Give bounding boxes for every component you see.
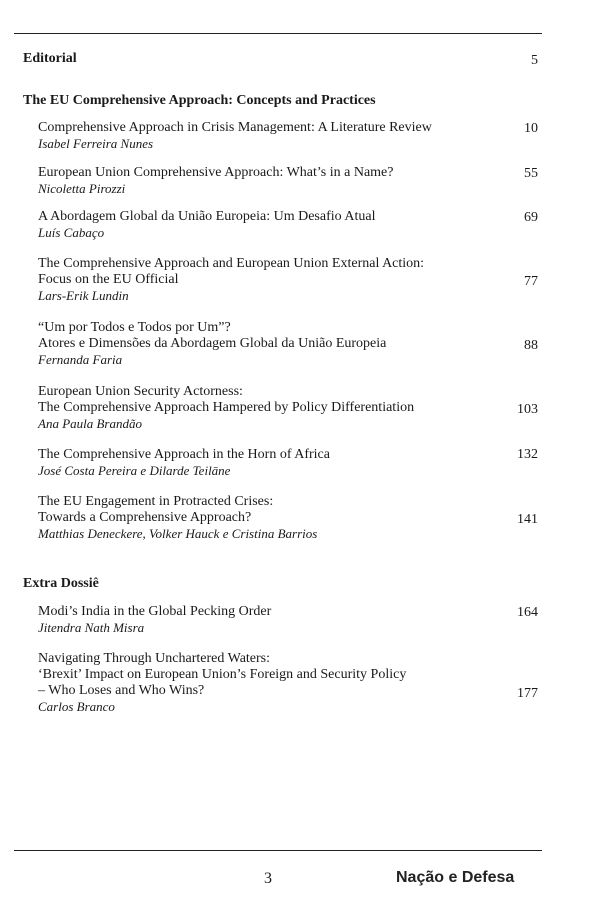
- entry-author: Ana Paula Brandão: [38, 416, 142, 431]
- toc-entry[interactable]: [38, 120, 478, 152]
- entry-title-line: ‘Brexit’ Impact on European Union’s Foreign and Security Policy: [38, 667, 407, 682]
- toc-entry[interactable]: [38, 256, 478, 304]
- entry-title-line: “Um por Todos e Todos por Um”?: [38, 320, 231, 335]
- entry-title-line: Towards a Comprehensive Approach?: [38, 510, 252, 525]
- toc-entry[interactable]: [38, 651, 488, 715]
- entry-author: Matthias Deneckere, Volker Hauck e Cristina Barrios: [38, 526, 318, 541]
- entry-title-line: Comprehensive Approach in Crisis Management: A Literature Review: [38, 120, 432, 135]
- entry-author: Fernanda Faria: [38, 352, 123, 367]
- entry-title-line: Modi’s India in the Global Pecking Order: [38, 604, 272, 619]
- toc-entry[interactable]: [38, 320, 478, 368]
- entry-title-line: The EU Engagement in Protracted Crises:: [38, 494, 274, 509]
- entry-title-line: Navigating Through Unchartered Waters:: [38, 651, 271, 666]
- page-number: 3: [264, 870, 272, 887]
- entry-page: 10: [524, 121, 538, 136]
- entry-author: Carlos Branco: [38, 699, 115, 714]
- entry-author: Isabel Ferreira Nunes: [38, 136, 154, 151]
- toc-entry[interactable]: [38, 165, 478, 197]
- toc-entry[interactable]: [38, 447, 478, 479]
- entry-author: Lars-Erik Lundin: [38, 288, 129, 303]
- editorial-page: 5: [531, 53, 538, 68]
- toc-entry[interactable]: [38, 604, 478, 636]
- entry-page: 103: [517, 402, 538, 417]
- entry-author: Nicoletta Pirozzi: [38, 181, 126, 196]
- entry-page: 177: [517, 686, 538, 701]
- section2-title: Extra Dossiê: [23, 576, 99, 591]
- entry-title-line: The Comprehensive Approach and European Union External Action:: [38, 256, 425, 271]
- toc-entry[interactable]: [38, 384, 478, 432]
- entry-title-line: The Comprehensive Approach Hampered by Policy Differentiation: [38, 400, 415, 415]
- entry-page: 77: [524, 274, 538, 289]
- editorial-title: Editorial: [23, 51, 77, 66]
- entry-title-line: European Union Security Actorness:: [38, 384, 243, 399]
- entry-page: 88: [524, 338, 538, 353]
- entry-page: 69: [524, 210, 538, 225]
- entry-author: José Costa Pereira e Dilarde Teilāne: [38, 463, 231, 478]
- entry-page: 141: [517, 512, 538, 527]
- entry-author: Luís Cabaço: [38, 225, 105, 240]
- entry-author: Jitendra Nath Misra: [38, 620, 145, 635]
- entry-page: 55: [524, 166, 538, 181]
- entry-page: 132: [517, 447, 538, 462]
- journal-name: Nação e Defesa: [396, 869, 515, 886]
- section1-title: The EU Comprehensive Approach: Concepts and Practices: [23, 93, 376, 108]
- entry-title-line: European Union Comprehensive Approach: What’s in a Name?: [38, 165, 394, 180]
- toc-entry[interactable]: [38, 209, 478, 241]
- entry-page: 164: [517, 605, 538, 620]
- toc-entry[interactable]: [38, 494, 478, 542]
- top-rule: [14, 33, 542, 34]
- entry-title-line: – Who Loses and Who Wins?: [38, 683, 205, 698]
- entry-title-line: Focus on the EU Official: [38, 272, 179, 287]
- entry-title-line: Atores e Dimensões da Abordagem Global da União Europeia: [38, 336, 387, 351]
- entry-title-line: The Comprehensive Approach in the Horn of Africa: [38, 447, 330, 462]
- entry-title-line: A Abordagem Global da União Europeia: Um Desafio Atual: [38, 209, 376, 224]
- bottom-rule: [14, 850, 542, 851]
